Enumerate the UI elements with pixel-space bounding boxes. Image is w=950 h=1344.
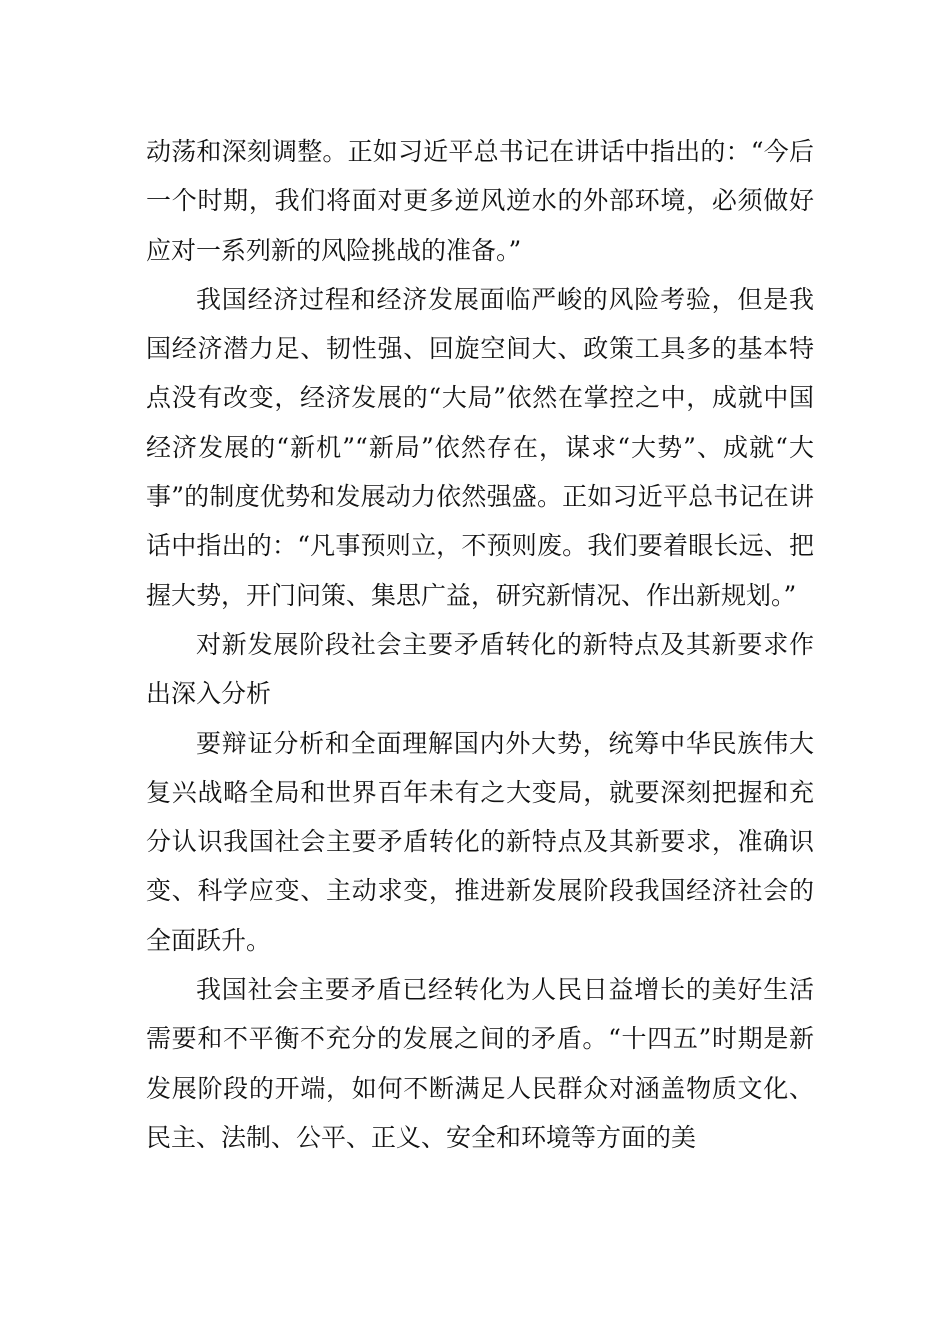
paragraph-dialectical-analysis: 要辩证分析和全面理解国内外大势，统筹中华民族伟大复兴战略全局和世界百年未有之大变局，就要深刻把握和充分认识我国社会主要矛盾转化的新特点及其新要求，准确识变、科学应变、主动求变，推进新发展阶段我国经济社会的全面跃升。 xyxy=(146,728,814,955)
paragraph-economic-risks: 我国经济过程和经济发展面临严峻的风险考验，但是我国经济潜力足、韧性强、回旋空间大、政策工具多的基本特点没有改变，经济发展的“大局”依然在掌控之中，成就中国经济发展的“新机”“新局”依然存在，谋求“大势”、成就“大事”的制度优势和发展动力依然强盛。正如习近平总书记在讲话中指出的：“凡事预则立，不预则废。我们要着眼长远、把握大势，开门问策、集思广益，研究新情况、作出新规划。” xyxy=(146,284,814,610)
document-body xyxy=(146,127,814,1162)
paragraph-principal-contradiction: 我国社会主要矛盾已经转化为人民日益增长的美好生活需要和不平衡不充分的发展之间的矛盾。“十四五”时期是新发展阶段的开端，如何不断满足人民群众对涵盖物质文化、民主、法制、公平、正义、安全和环境等方面的美 xyxy=(146,975,814,1152)
paragraph-continued: 动荡和深刻调整。正如习近平总书记在讲话中指出的：“今后一个时期，我们将面对更多逆风逆水的外部环境，必须做好应对一系列新的风险挑战的准备。” xyxy=(146,137,814,265)
paragraph-section-heading: 对新发展阶段社会主要矛盾转化的新特点及其新要求作出深入分析 xyxy=(146,629,814,709)
